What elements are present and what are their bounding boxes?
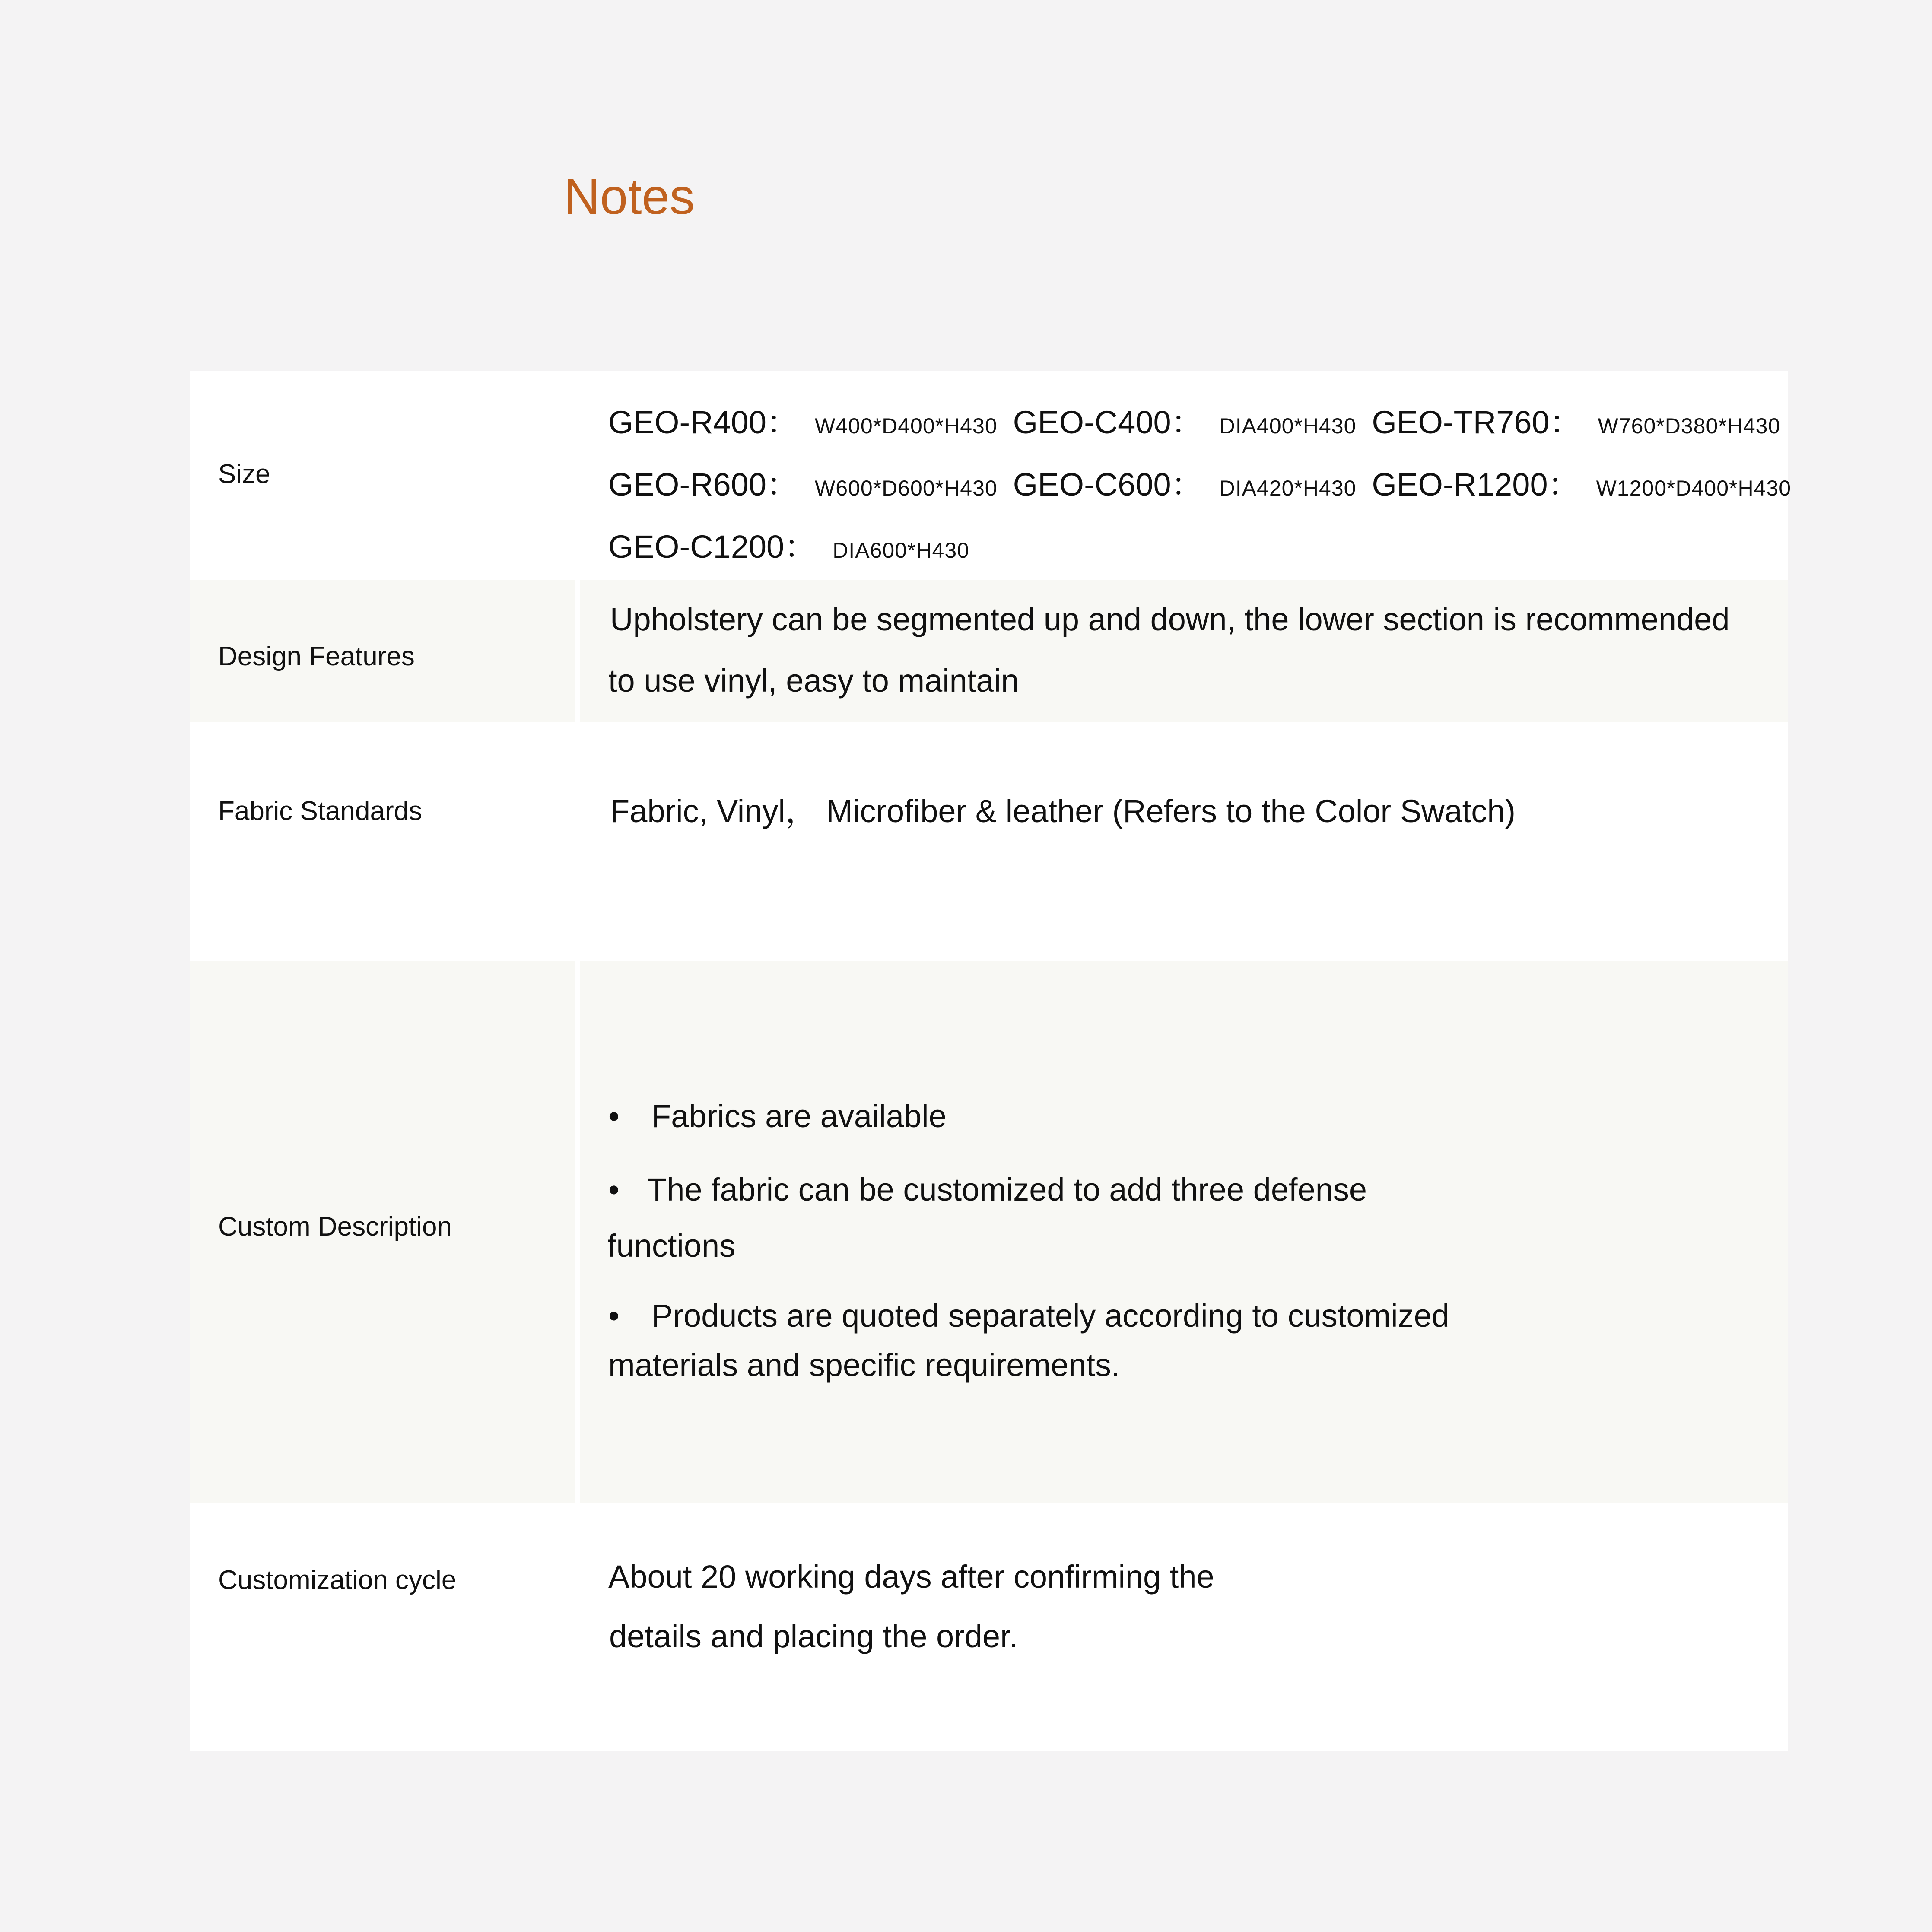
custom-description-row [190,961,1788,1503]
custom-bullet-3 [608,1294,1449,1338]
size-model: GEO-R1200 [1372,467,1548,502]
fabric-standards-value: Fabric, Vinyl， Microfiber & leather (Refers to the Color Swatch) [610,793,1516,829]
size-colon: ： [784,529,817,565]
size-dims: W1200*D400*H430 [1596,476,1792,500]
design-features-line-2: to use vinyl, easy to maintain [608,663,1019,699]
size-dims: W400*D400*H430 [815,414,998,438]
size-colon: ： [1171,404,1203,440]
size-dims: DIA400*H430 [1219,414,1357,438]
size-colon: ： [1171,467,1203,502]
bullet-icon: • [608,1172,620,1208]
size-label: Size [218,459,270,489]
custom-bullet-2-text: The fabric can be customized to add three defense [647,1172,1367,1208]
custom-bullet-3-text: Products are quoted separately according to customized [651,1298,1449,1334]
custom-bullet-1 [608,1095,947,1138]
design-features-line-1: Upholstery can be segmented up and down, the lower section is recommended [610,601,1730,637]
size-colon: ： [1548,467,1580,502]
size-model: GEO-R400 [608,404,767,440]
size-line-1 [608,401,1796,448]
size-colon: ： [766,404,799,440]
custom-description-label-cell [190,961,575,1503]
size-dims: W600*D600*H430 [815,476,998,500]
fabric-standards-value-cell [580,722,1788,961]
custom-bullet-2-line-2: functions [607,1228,736,1264]
size-model: GEO-TR760 [1372,404,1550,440]
size-model: GEO-C1200 [608,529,785,565]
fabric-standards-label: Fabric Standards [218,796,423,826]
bullet-icon: • [608,1298,620,1334]
customization-cycle-line-1: About 20 working days after confirming the [608,1559,1214,1595]
size-label-cell [190,371,575,580]
size-model: GEO-R600 [608,467,767,502]
customization-cycle-label: Customization cycle [218,1565,457,1595]
size-dims: DIA600*H430 [833,538,969,562]
fabric-standards-label-cell [190,722,575,961]
custom-description-label: Custom Description [218,1212,452,1242]
size-model: GEO-C400 [1013,404,1171,440]
custom-description-value-cell [580,961,1788,1503]
size-colon: ： [766,467,799,502]
customization-cycle-row [190,1503,1788,1689]
design-features-label-cell [190,580,575,722]
fabric-standards-row [190,722,1788,961]
size-line-2 [608,463,1807,510]
size-row [190,371,1792,580]
size-dims: W760*D380*H430 [1598,414,1781,438]
bullet-icon: • [608,1098,620,1134]
design-features-row [190,580,1788,722]
design-features-label: Design Features [218,642,415,671]
customization-cycle-label-cell [190,1503,575,1689]
customization-cycle-line-2: details and placing the order. [609,1618,1018,1654]
size-colon: ： [1549,404,1582,440]
page-title: Notes [564,168,695,225]
size-model: GEO-C600 [1013,467,1171,502]
size-dims: DIA420*H430 [1219,476,1357,500]
notes-table [190,371,1792,1751]
custom-bullet-3-line-2: materials and specific requirements. [608,1347,1120,1383]
size-line-3 [608,525,985,572]
custom-bullet-1-text: Fabrics are available [651,1098,947,1134]
custom-bullet-2 [608,1168,1367,1211]
